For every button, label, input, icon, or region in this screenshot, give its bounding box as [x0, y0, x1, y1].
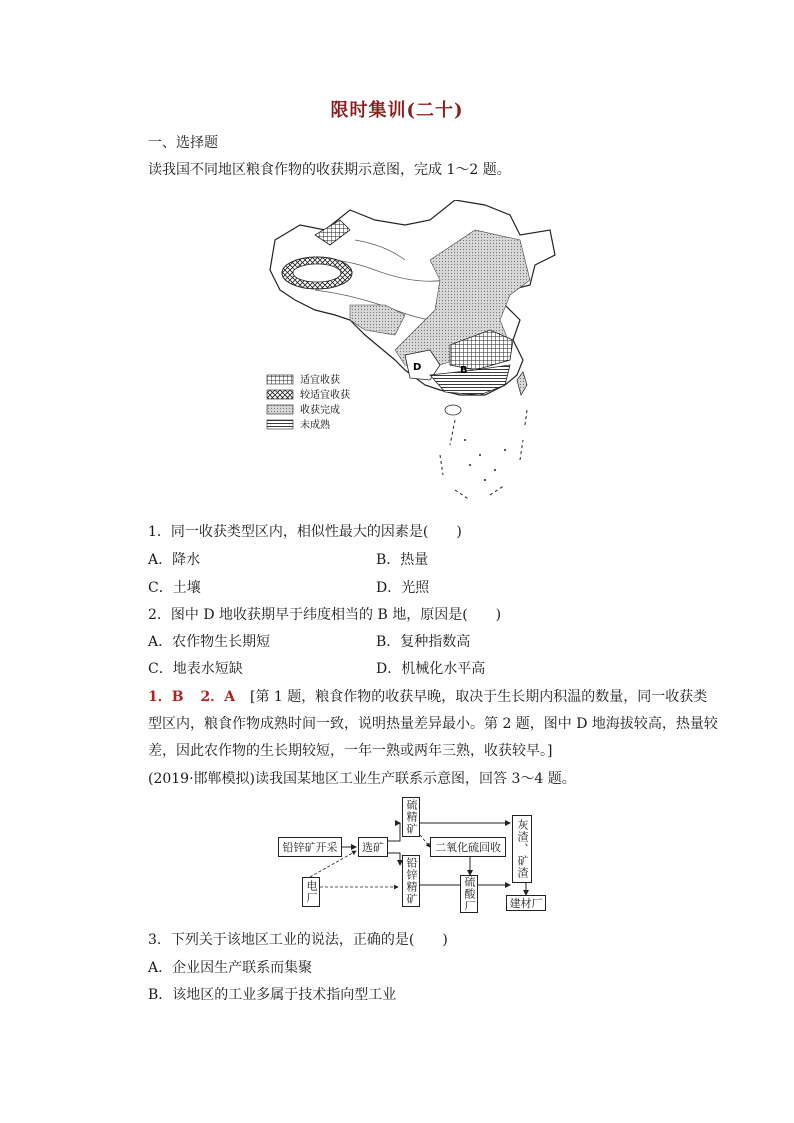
q2-stem: 2．图中 D 地收获期早于纬度相当的 B 地，原因是( ) [148, 607, 502, 623]
box-select: 选矿 [358, 837, 388, 857]
box-mining: 铅锌矿开采 [278, 837, 342, 857]
box-ash-slag: 灰渣、矿渣 [512, 815, 532, 883]
map-label-b: B [460, 365, 468, 376]
answer-key-2: 2．A [200, 689, 236, 705]
box-so2-recovery: 二氧化硫回收 [430, 837, 506, 857]
intro-map: 读我国不同地区粮食作物的收获期示意图，完成 1～2 题。 [148, 162, 511, 178]
section-heading: 一、选择题 [148, 135, 218, 151]
harvest-map-figure [255, 200, 565, 510]
intro-flowchart: (2019·邯郸模拟)读我国某地区工业生产联系示意图，回答 3～4 题。 [148, 771, 576, 787]
legend-fairly-suitable: 较适宜收获 [300, 390, 350, 401]
q3-option-b[interactable]: B．该地区的工业多属于技术指向型工业 [148, 987, 397, 1003]
box-power-plant: 电厂 [302, 877, 320, 907]
q1-option-a[interactable]: A．降水 [148, 552, 201, 568]
answer-explanation-2: 型区内，粮食作物成熟时间一致，说明热量差异最小。第 2 题，图中 D 地海拔较高，热量较 [148, 716, 718, 732]
box-acid-plant: 硫酸厂 [460, 875, 478, 913]
map-legend [267, 373, 350, 431]
industry-flowchart [270, 795, 560, 915]
map-label-d: D [413, 362, 422, 373]
box-pbzn-concentrate: 铅锌精矿 [402, 855, 420, 907]
legend-complete: 收获完成 [300, 405, 340, 416]
q3-stem: 3．下列关于该地区工业的说法，正确的是( ) [148, 932, 448, 948]
q1-option-d[interactable]: D．光照 [376, 580, 430, 596]
q1-stem: 1．同一收获类型区内，相似性最大的因素是( ) [148, 524, 462, 540]
q2-option-a[interactable]: A．农作物生长期短 [148, 634, 271, 650]
q2-option-c[interactable]: C．地表水短缺 [148, 661, 243, 677]
legend-suitable: 适宜收获 [300, 375, 340, 386]
q2-option-b[interactable]: B．复种指数高 [376, 634, 471, 650]
legend-unripe: 未成熟 [300, 420, 330, 431]
answer-key-1: 1．B [148, 689, 184, 705]
box-sulfur-concentrate: 硫精矿 [402, 797, 420, 837]
q2-option-d[interactable]: D．机械化水平高 [376, 661, 486, 677]
q1-option-c[interactable]: C．土壤 [148, 580, 201, 596]
answer-line-1 [148, 687, 707, 707]
q1-option-b[interactable]: B．热量 [376, 552, 429, 568]
box-building-materials: 建材厂 [506, 895, 546, 911]
q3-option-a[interactable]: A．企业因生产联系而集聚 [148, 960, 313, 976]
page-title: 限时集训(二十) [330, 100, 464, 121]
answer-explanation-3: 差，因此农作物的生长期较短，一年一熟或两年三熟，收获较早。] [148, 743, 553, 759]
answer-explanation-1: [第 1 题，粮食作物的收获早晚，取决于生长期内积温的数量，同一收获类 [250, 689, 708, 705]
